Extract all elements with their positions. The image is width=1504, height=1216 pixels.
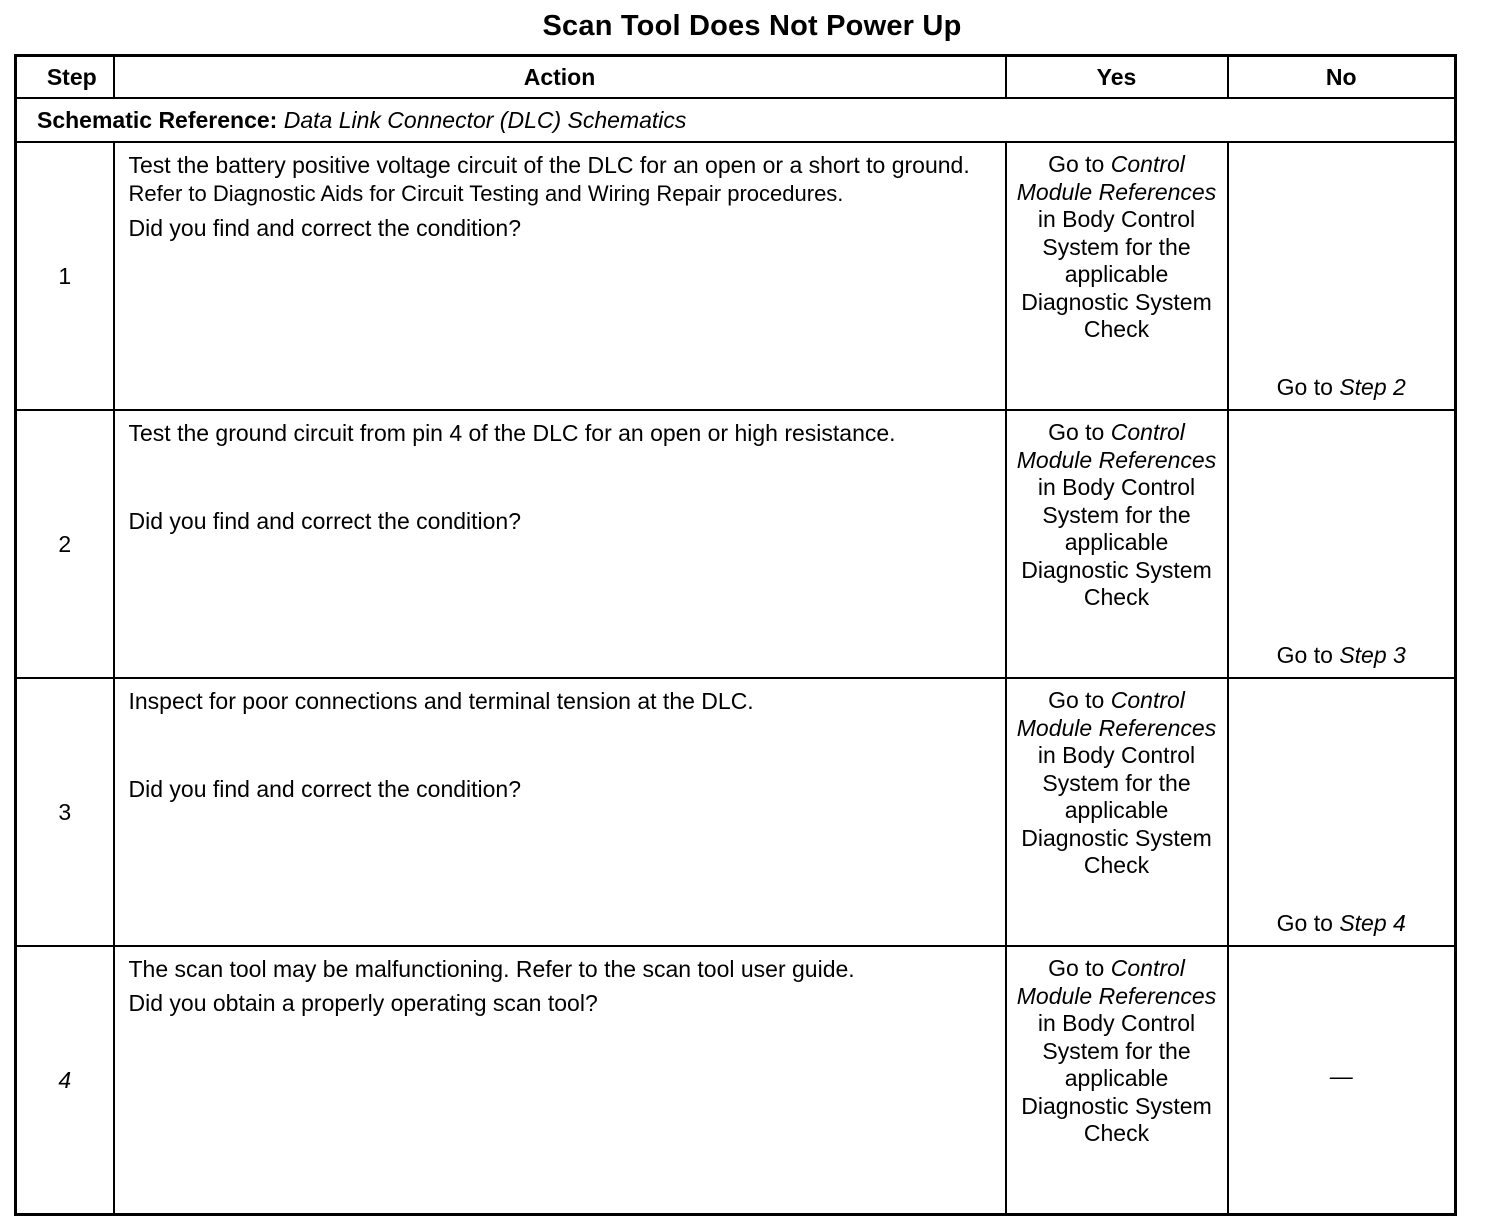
page-title: Scan Tool Does Not Power Up — [542, 10, 962, 42]
yes-cell — [1006, 142, 1228, 410]
action-cell — [114, 410, 1006, 678]
action-line-refer: Refer to Diagnostic Aids for Circuit Testing and Wiring Repair procedures. — [128, 181, 844, 206]
yes-link[interactable]: Control Module References — [1016, 419, 1217, 473]
step-number: 2 — [16, 410, 114, 678]
action-line: Test the battery positive voltage circuit of the DLC for an open or a short to ground. — [128, 152, 970, 178]
yes-prefix: Go to — [1048, 955, 1105, 981]
no-link[interactable]: Step 4 — [1339, 910, 1406, 936]
action-text: Test the ground circuit from pin 4 of the DLC for an open or high resistance. — [128, 420, 896, 446]
table-row — [16, 410, 1456, 678]
schematic-reference — [16, 98, 1456, 142]
action-cell — [114, 946, 1006, 1215]
header-action: Action — [114, 56, 1006, 99]
no-cell — [1228, 410, 1456, 678]
schematic-reference-link[interactable]: Data Link Connector (DLC) Schematics — [283, 106, 687, 133]
no-prefix: Go to — [1276, 642, 1333, 668]
table-row — [16, 678, 1456, 946]
header-no: No — [1228, 56, 1456, 99]
no-prefix: Go to — [1276, 374, 1333, 400]
header-row — [16, 56, 1456, 99]
yes-suffix: in Body Control System for the applicable Diagnostic System Check — [1021, 206, 1212, 342]
step-number: 4 — [16, 946, 114, 1215]
yes-prefix: Go to — [1048, 687, 1105, 713]
yes-cell — [1006, 946, 1228, 1215]
yes-suffix: in Body Control System for the applicable Diagnostic System Check — [1021, 1010, 1212, 1146]
step-number: 1 — [16, 142, 114, 410]
no-value: — — [1329, 1063, 1353, 1089]
no-cell — [1228, 142, 1456, 410]
yes-link[interactable]: Control Module References — [1016, 955, 1217, 1009]
header-step: Step — [16, 56, 114, 99]
question-text: Did you find and correct the condition? — [128, 215, 522, 241]
action-cell — [114, 142, 1006, 410]
yes-prefix: Go to — [1048, 151, 1105, 177]
no-cell — [1228, 946, 1456, 1215]
no-prefix: Go to — [1276, 910, 1333, 936]
yes-link[interactable]: Control Module References — [1016, 151, 1217, 205]
yes-suffix: in Body Control System for the applicable Diagnostic System Check — [1021, 474, 1212, 610]
yes-cell — [1006, 410, 1228, 678]
schematic-reference-row — [16, 98, 1456, 142]
diagnostic-table — [14, 54, 1457, 1216]
question-text: Did you obtain a properly operating scan tool? — [128, 990, 598, 1016]
action-text: The scan tool may be malfunctioning. Refer to the scan tool user guide. — [128, 956, 855, 982]
yes-cell — [1006, 678, 1228, 946]
yes-suffix: in Body Control System for the applicable Diagnostic System Check — [1021, 742, 1212, 878]
no-cell — [1228, 678, 1456, 946]
action-cell — [114, 678, 1006, 946]
table-row — [16, 142, 1456, 410]
schematic-reference-label: Schematic Reference: — [37, 106, 278, 133]
question-text: Did you find and correct the condition? — [128, 508, 522, 534]
yes-prefix: Go to — [1048, 419, 1105, 445]
no-link[interactable]: Step 3 — [1339, 642, 1406, 668]
header-yes: Yes — [1006, 56, 1228, 99]
step-number: 3 — [16, 678, 114, 946]
no-link[interactable]: Step 2 — [1339, 374, 1406, 400]
yes-link[interactable]: Control Module References — [1016, 687, 1217, 741]
question-text: Did you find and correct the condition? — [128, 776, 522, 802]
table-row — [16, 946, 1456, 1215]
action-text: Inspect for poor connections and terminal tension at the DLC. — [128, 688, 754, 714]
action-text — [129, 151, 989, 208]
